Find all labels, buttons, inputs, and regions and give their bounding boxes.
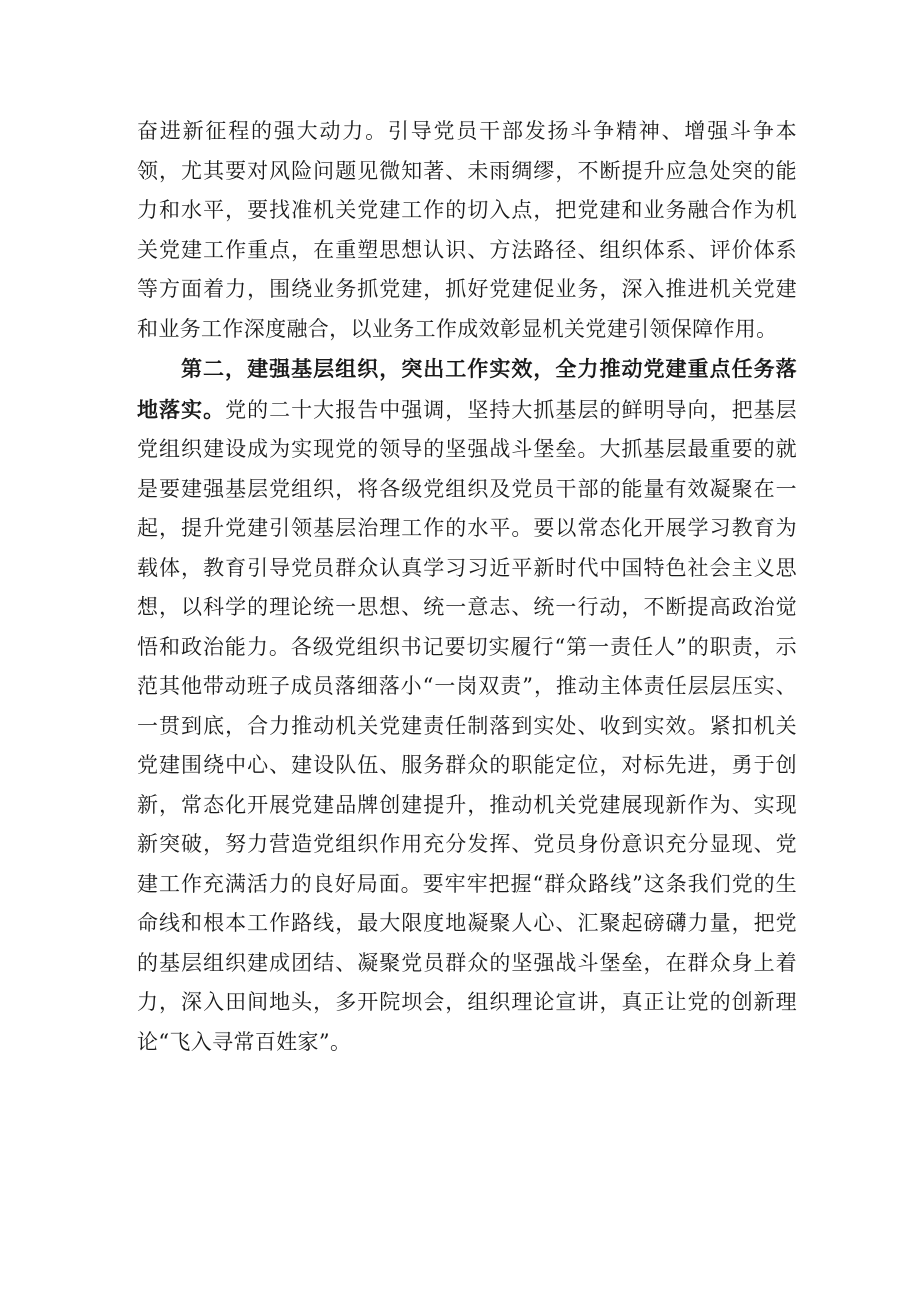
document-body bbox=[137, 112, 797, 1062]
paragraph-heading: 第二，建强基层组织，突出工作实效，全力推动党建重点任务落地落实。 bbox=[137, 356, 797, 422]
paragraph-body: 党的二十大报告中强调，坚持大抓基层的鲜明导向，把基层党组织建设成为实现党的领导的坚强战斗堡垒。大抓基层最重要的就是要建强基层党组织，将各级党组织及党员干部的能量有效凝聚在一起，提升党建引领基层治理工作的水平。要以常态化开展学习教育为载体，教育引导党员群众认真学习习近平新时代中国特色社会主义思想，以科学的理论统一思想、统一意志、统一行动，不断提高政治觉悟和政治能力。各级党组织书记要切实履行“第一责任人”的职责，示范其他带动班子成员落细落小“一岗双责”，推动主体责任层层压实、一贯到底，合力推动机关党建责任制落到实处、收到实效。紧扣机关党建围绕中心、建设队伍、服务群众的职能定位，对标先进，勇于创新，常态化开展党建品牌创建提升，推动机关党建展现新作为、实现新突破，努力营造党组织作用充分发挥、党员身份意识充分显现、党建工作充满活力的良好局面。要牢牢把握“群众路线”这条我们党的生命线和根本工作路线，最大限度地凝聚人心、汇聚起磅礴力量，把党的基层组织建成团结、凝聚党员群众的坚强战斗堡垒，在群众身上着力，深入田间地头，多开院坝会，组织理论宣讲，真正让党的创新理论“飞入寻常百姓家”。 bbox=[137, 397, 797, 1054]
paragraph-second-point bbox=[137, 349, 797, 1062]
paragraph-continuation: 奋进新征程的强大动力。引导党员干部发扬斗争精神、增强斗争本领，尤其要对风险问题见微知著、未雨绸缪，不断提升应急处突的能力和水平，要找准机关党建工作的切入点，把党建和业务融合作为机关党建工作重点，在重塑思想认识、方法路径、组织体系、评价体系等方面着力，围绕业务抓党建，抓好党建促业务，深入推进机关党建和业务工作深度融合，以业务工作成效彰显机关党建引领保障作用。 bbox=[137, 119, 797, 341]
